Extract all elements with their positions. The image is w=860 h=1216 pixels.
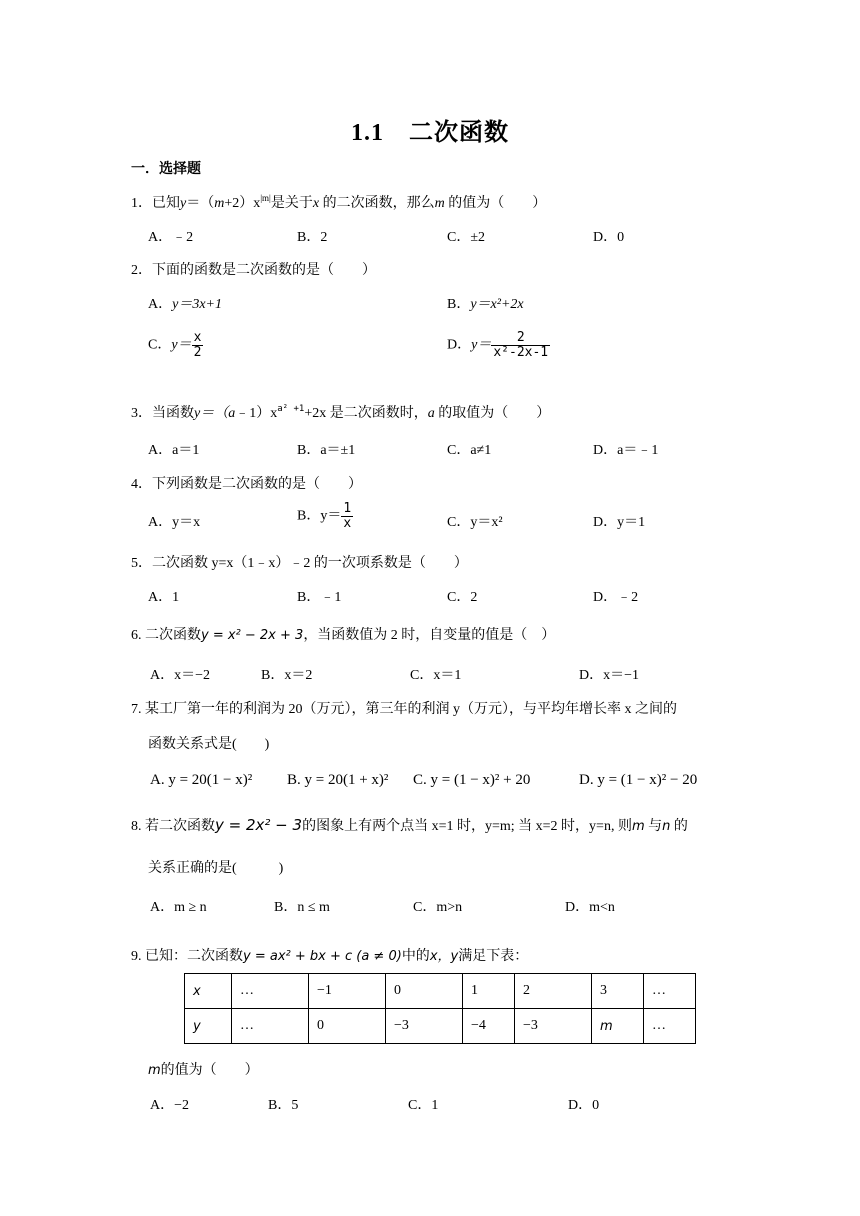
q9-option-d: D．0	[568, 1098, 600, 1113]
q1-option-b: B．2	[297, 230, 328, 245]
equation: y = 2x² − 3	[215, 816, 303, 834]
q6-option-b: B．x＝2	[261, 668, 313, 683]
question-5-stem: 5．二次函数 y=x（1﹣x）﹣2 的一次项系数是（ ）	[131, 556, 468, 571]
table-cell: …	[232, 974, 309, 1009]
table-cell: …	[232, 1009, 309, 1044]
table-cell: 0	[309, 1009, 386, 1044]
q6-option-a: A．x＝−2	[150, 668, 211, 683]
q3-option-b: B．a＝±1	[297, 443, 356, 458]
q1-option-c: C．±2	[447, 230, 486, 245]
question-1-stem: 1．已知$y=(m+2)x^{|m|}$是关于x 的二次函数，那么m 的值为（ ）	[131, 193, 547, 211]
table-cell: −4	[463, 1009, 515, 1044]
table-row	[185, 1009, 696, 1044]
table-cell: m	[592, 1009, 644, 1044]
question-9-stem: 9. 已知：二次函数y = ax² + bx + c (a ≠ 0)中的x，y满足下表：	[131, 949, 529, 964]
q9-option-a: A．−2	[150, 1098, 190, 1113]
question-6-stem: 6. 二次函数y = x² − 2x + 3，当函数值为 2 时，自变量的值是（ ）	[131, 628, 556, 643]
q9-option-b: B．5	[268, 1098, 299, 1113]
q5-option-d: D．﹣2	[593, 590, 639, 605]
q7-option-b: B. y = 20(1 + x)²	[287, 772, 389, 788]
q3-option-d: D．a＝﹣1	[593, 443, 659, 458]
fraction: $\frac{x}{2}$	[193, 330, 202, 360]
q5-option-c: C．2	[447, 590, 478, 605]
page-title: 1.1 二次函数	[351, 120, 509, 146]
q6-option-d: D．x＝−1	[579, 668, 640, 683]
q7-option-d: D. y = (1 − x)² − 20	[579, 772, 698, 788]
question-7-stem: 7. 某工厂第一年的利润为 20（万元），第三年的利润 y（万元），与平均年增长率 x 之间的	[131, 702, 677, 717]
q2-option-b: B．y＝x²+2x	[447, 297, 524, 312]
table-cell: 2	[515, 974, 592, 1009]
q5-option-a: A．1	[148, 590, 180, 605]
q2-option-d: D．y＝ $\frac{2}{\text{x²-2x-1}}$	[447, 330, 549, 360]
fraction: $\frac{1}{x}$	[343, 501, 352, 531]
table-row	[185, 974, 696, 1009]
q4-option-b: B．y＝ $\frac{1}{x}$	[297, 501, 352, 531]
table-cell: −1	[309, 974, 386, 1009]
table-cell: x	[185, 974, 232, 1009]
q7-option-c: C. y = (1 − x)² + 20	[413, 772, 531, 788]
equation: y = ax² + bx + c (a ≠ 0)	[243, 949, 402, 964]
table-cell: −3	[386, 1009, 463, 1044]
q9-option-c: C．1	[408, 1098, 439, 1113]
section-heading: 一．选择题	[131, 162, 201, 177]
q2-option-c: C．y＝ $\frac{x}{2}$	[148, 330, 202, 360]
q1-option-d: D．0	[593, 230, 625, 245]
question-3-stem: 3．当函数$y=(a﹣1)x^{a^2 +1}+2x$ 是二次函数时，a 的取值为（ ）	[131, 404, 551, 421]
question-8-stem: 8. 若二次函数y = 2x² − 3的图象上有两个点当 x=1 时，y=m; 当 x=2 时，y=n, 则m 与n 的	[131, 816, 688, 834]
q8-option-a: A．m ≥ n	[150, 900, 207, 915]
q4-option-a: A．y＝x	[148, 515, 201, 530]
table-cell: 3	[592, 974, 644, 1009]
q8-option-c: C．m>n	[413, 900, 463, 915]
q3-option-c: C．a≠1	[447, 443, 492, 458]
q1-option-a: A．﹣2	[148, 230, 194, 245]
q2-option-a: A．y＝3x+1	[148, 297, 222, 312]
q4-option-d: D．y＝1	[593, 515, 646, 530]
table-cell: −3	[515, 1009, 592, 1044]
q6-option-c: C．x＝1	[410, 668, 462, 683]
question-4-stem: 4．下列函数是二次函数的是（ ）	[131, 477, 362, 492]
q8-option-d: D．m<n	[565, 900, 615, 915]
q5-option-b: B．﹣1	[297, 590, 342, 605]
question-9-ask: m的值为（ ）	[148, 1063, 259, 1078]
fraction: $\frac{2}{\text{x²-2x-1}}$	[493, 330, 549, 360]
table-cell: y	[185, 1009, 232, 1044]
question-7-stem-cont: 函数关系式是( )	[148, 737, 270, 752]
table-cell: 0	[386, 974, 463, 1009]
q4-option-c: C．y＝x²	[447, 515, 503, 530]
table-cell: 1	[463, 974, 515, 1009]
q3-option-a: A．a＝1	[148, 443, 200, 458]
table-cell: …	[644, 1009, 696, 1044]
q7-option-a: A. y = 20(1 − x)²	[150, 772, 253, 788]
table-cell: …	[644, 974, 696, 1009]
question-2-stem: 2．下面的函数是二次函数的是（ ）	[131, 263, 376, 278]
question-8-stem-cont: 关系正确的是( )	[148, 861, 284, 876]
q8-option-b: B．n ≤ m	[274, 900, 330, 915]
value-table	[184, 973, 696, 1044]
equation: y = x² − 2x + 3	[201, 628, 304, 643]
